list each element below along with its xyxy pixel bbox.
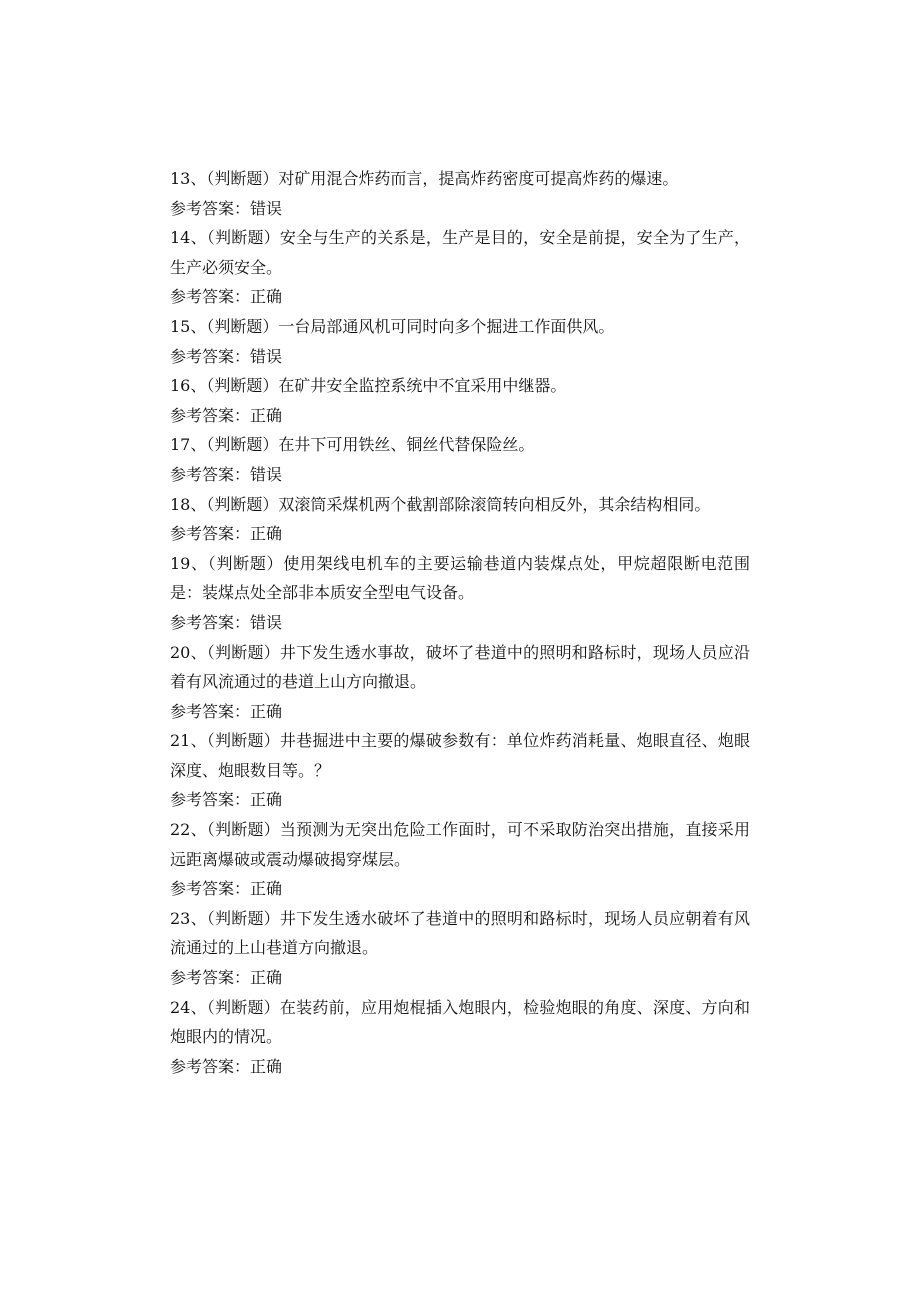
answer-16: 参考答案：正确	[170, 405, 283, 425]
question-18: 18、（判断题）双滚筒采煤机两个截割部除滚筒转向相反外，其余结构相同。	[170, 494, 711, 514]
question-16: 16、（判断题）在矿井安全监控系统中不宜采用中继器。	[170, 376, 567, 396]
question-21: 21、（判断题）井巷掘进中主要的爆破参数有：单位炸药消耗量、炮眼直径、炮眼深度、炮眼数目等。？	[170, 731, 750, 780]
answer-21: 参考答案：正确	[170, 790, 283, 810]
question-17: 17、（判断题）在井下可用铁丝、铜丝代替保险丝。	[170, 435, 535, 455]
answer-20: 参考答案：正确	[170, 701, 283, 721]
question-13: 13、（判断题）对矿用混合炸药而言，提高炸药密度可提高炸药的爆速。	[170, 169, 679, 188]
question-20: 20、（判断题）井下发生透水事故，破坏了巷道中的照明和路标时，现场人员应沿着有风流通过的巷道上山方向撤退。	[170, 642, 750, 692]
question-15: 15、（判断题）一台局部通风机可同时向多个掘进工作面供风。	[170, 316, 615, 336]
answer-18: 参考答案：正确	[170, 524, 283, 544]
answer-23: 参考答案：正确	[170, 968, 283, 988]
question-list	[170, 164, 750, 1081]
answer-19: 参考答案：错误	[170, 612, 283, 632]
question-14: 14、（判断题）安全与生产的关系是，生产是目的，安全是前提，安全为了生产，生产必须安全。	[170, 228, 750, 277]
question-22: 22、（判断题）当预测为无突出危险工作面时，可不采取防治突出措施，直接采用远距离爆破或震动爆破揭穿煤层。	[170, 820, 750, 869]
answer-13: 参考答案：错误	[170, 198, 283, 218]
answer-14: 参考答案：正确	[170, 287, 283, 307]
answer-22: 参考答案：正确	[170, 879, 283, 899]
answer-17: 参考答案：错误	[170, 464, 283, 484]
answer-24: 参考答案：正确	[170, 1056, 283, 1076]
question-23: 23、（判断题）井下发生透水破坏了巷道中的照明和路标时，现场人员应朝着有风流通过的上山巷道方向撤退。	[170, 908, 750, 958]
question-24: 24、（判断题）在装药前，应用炮棍插入炮眼内，检验炮眼的角度、深度、方向和炮眼内的情况。	[170, 997, 750, 1047]
answer-15: 参考答案：错误	[170, 346, 283, 366]
question-19: 19、（判断题）使用架线电机车的主要运输巷道内装煤点处，甲烷超限断电范围是：装煤点处全部非本质安全型电气设备。	[170, 553, 750, 603]
